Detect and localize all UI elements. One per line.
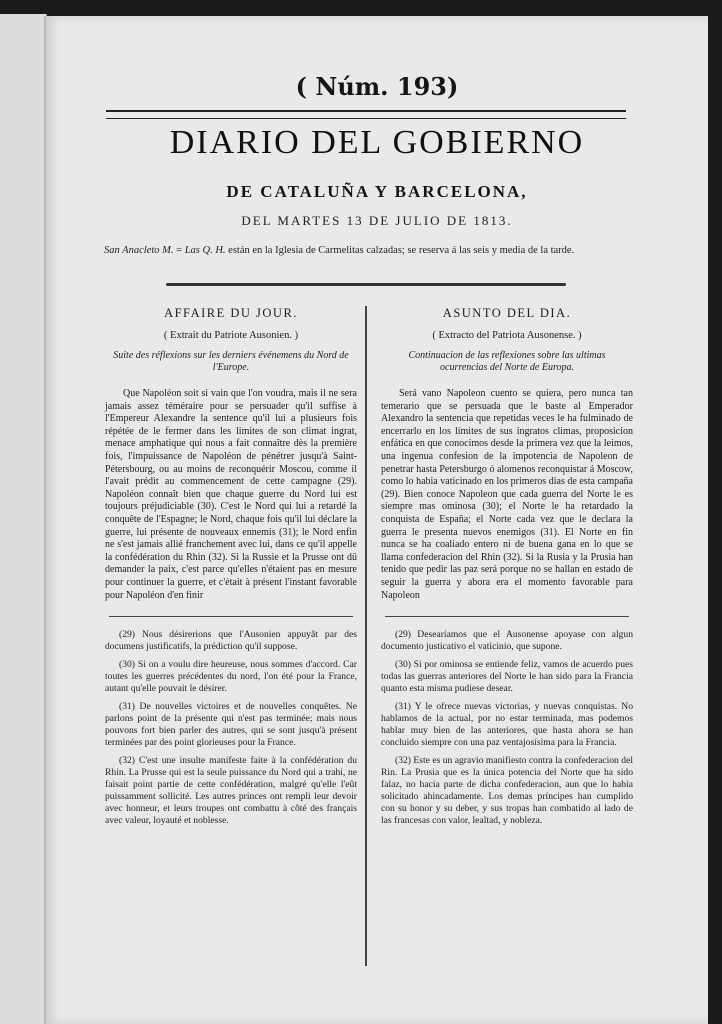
spanish-body: Será vano Napoleon cuento se quiera, pero nunca tan temerario que se persuada que le baste al Emperador Alexandro la sentencia que repetidas veces le ha fulminado de encerrarlo en los límites de sus ingratos climas, proposicion enfática en que conocimos desde la primera vez que la leimos, una ingenua confesion de la impotencia de Napoleon de penetrar hasta Petersburgo ó alomenos reconquistar á Moscow, como lo habia vaticinado en los primeros dias de esta campaña (29). Bien conoce Napoleon que cada guerra del Norte le es siempre mas ominosa (30); el Norte le ha retardado la conquista de España; el Norte cada vez que le declara la guerra le presenta nuevos enemigos (31). El Norte en fin nunca se ha coaliado entero ni de buena gana en lo que se llama confederacion del Rhin (32). Si la Rusia y la Prusia han tenido que pedir las paz será porque no se hallan en estado de seguir la guerra y abora era el momento favorable para Napoleon <box>381 388 633 601</box>
notice-saint: San Anacleto M. <box>104 245 174 256</box>
spanish-column <box>381 306 633 833</box>
french-footnote: (30) Si on a voulu dire heureuse, nous sommes d'accord. Car toutes les guerres précédentes du nord, l'on été pour la France, autant qu'elle pouvait le désirer. <box>105 659 357 695</box>
spanish-footnote: (31) Y le ofrece nuevas victorias, y nuevas conquistas. No hablamos de la actual, por no estar terminada, mas podemos hablar muy bien de las anteriores, que hasta ahora se han concluido siempre con una paz ventajosísima para la Francia. <box>381 701 633 749</box>
facing-page-edge <box>0 14 47 1024</box>
french-footnote: (29) Nous désirerions que l'Ausonien appuyât par des documens justificatifs, la prédiction qu'il suppose. <box>105 629 357 653</box>
french-intro: Suite des réflexions sur les derniers événemens du Nord de l'Europe. <box>113 350 349 373</box>
spanish-source: ( Extracto del Patriota Ausonense. ) <box>432 330 582 341</box>
notice-text: están en la Iglesia de Carmelitas calzadas; se reserva á las seis y media de la tarde. <box>225 245 575 256</box>
french-footnote-rule <box>109 616 353 617</box>
spanish-heading: ASUNTO DEL DIA. <box>442 306 572 320</box>
french-column <box>105 306 357 833</box>
french-footnote: (32) C'est une insulte manifeste faite à la confédération du Rhin. La Prusse qui est la seule puissance du Nord qui a trahi, ne faisait point partie de cette confédération, malgré qu'elle l'eût puissamment sollicité. Les autres princes ont rempli leur devoir avec honneur, et leurs troupes ont combattu à côté des français avec valeur, loyauté et noblesse. <box>105 755 357 827</box>
column-divider <box>365 306 367 966</box>
newspaper-title: DIARIO DEL GOBIERNO <box>169 124 585 161</box>
spanish-footnote: (32) Este es un agravio manifiesto contra la confederacion del Rin. La Prusia que es la única potencia del Norte que ha sido falaz, no hacia parte de dicha confederacion, aun que lo habia solicitado ahincadamente. Los demas príncipes han cumplido con su honor y su deber, y sus tropas han combatido al lado de las francesas con valor, lealtad, y nobleza. <box>381 755 633 827</box>
newspaper-subtitle: DE CATALUÑA Y BARCELONA, <box>226 182 528 201</box>
french-heading: AFFAIRE DU JOUR. <box>164 306 298 320</box>
spanish-footnote-rule <box>385 616 629 617</box>
issue-date: DEL MARTES 13 DE JULIO DE 1813. <box>241 213 513 228</box>
newspaper-page <box>44 16 708 1024</box>
masthead-rule <box>106 110 626 119</box>
notice-separator: = <box>173 245 185 256</box>
french-source: ( Extrait du Patriote Ausonien. ) <box>163 330 299 341</box>
french-footnote: (31) De nouvelles victoires et de nouvelles conquêtes. Ne parlons point de la présente qui n'est pas terminée; mais nous pouvons fort bien parler des autres, qui se sont jusqu'à présent terminées par des point glorieuses pour la France. <box>105 701 357 749</box>
section-divider <box>166 283 566 286</box>
spanish-intro: Continuacion de las reflexiones sobre las ultimas ocurrencias del Norte de Europa. <box>408 350 606 373</box>
spanish-footnote: (29) Desearíamos que el Ausonense apoyase con algun documento justicativo el vaticinio, que supone. <box>381 629 633 653</box>
spanish-footnote: (30) Si por ominosa se entiende feliz, vamos de acuerdo pues todas las guerras anteriores del Norte le han sido para la Francia quanto esta misma pudiese desear. <box>381 659 633 695</box>
french-body: Que Napoléon soit si vain que l'on voudra, mais il ne sera jamais assez téméraire pour se persuader qu'il suffise à l'Empereur Alexandre la sentence qu'il lui a plusieurs fois répétée de le fermer dans les limites de son climat ingrat, menace amphatique qui nous a fait connaître dès la première fois, l'impuissance de Napoléon de pénétrer jusqu'à Saint-Pétersbourg, ou au moins de reconquérir Moscou, comme il l'avait prédit au commencement de cette campagne (29). Napoléon connaît bien que chaque guerre du Nord lui est toujours préjudiciable (30). C'est le Nord qui lui a retardé la conquête de l'Espagne; le Nord, chaque fois qu'il lui déclare la guerre, lui présente de nouveaux ennemis (31); le Nord enfin ne s'est jamais allié franchement avec lui, dans ce qu'il appelle la confédération du Rhin (32). Si la Russie et la Prusse ont dû demander la paix, c'est parce qu'elles n'étaient pas en mesure pour continuer la guerre, et c'était à présent l'instant favorable pour Napoléon d'en finir <box>105 388 357 601</box>
daily-notice <box>104 244 674 257</box>
issue-number: ( Núm. 193) <box>295 72 459 101</box>
notice-qh: Las Q. H. <box>184 245 226 256</box>
